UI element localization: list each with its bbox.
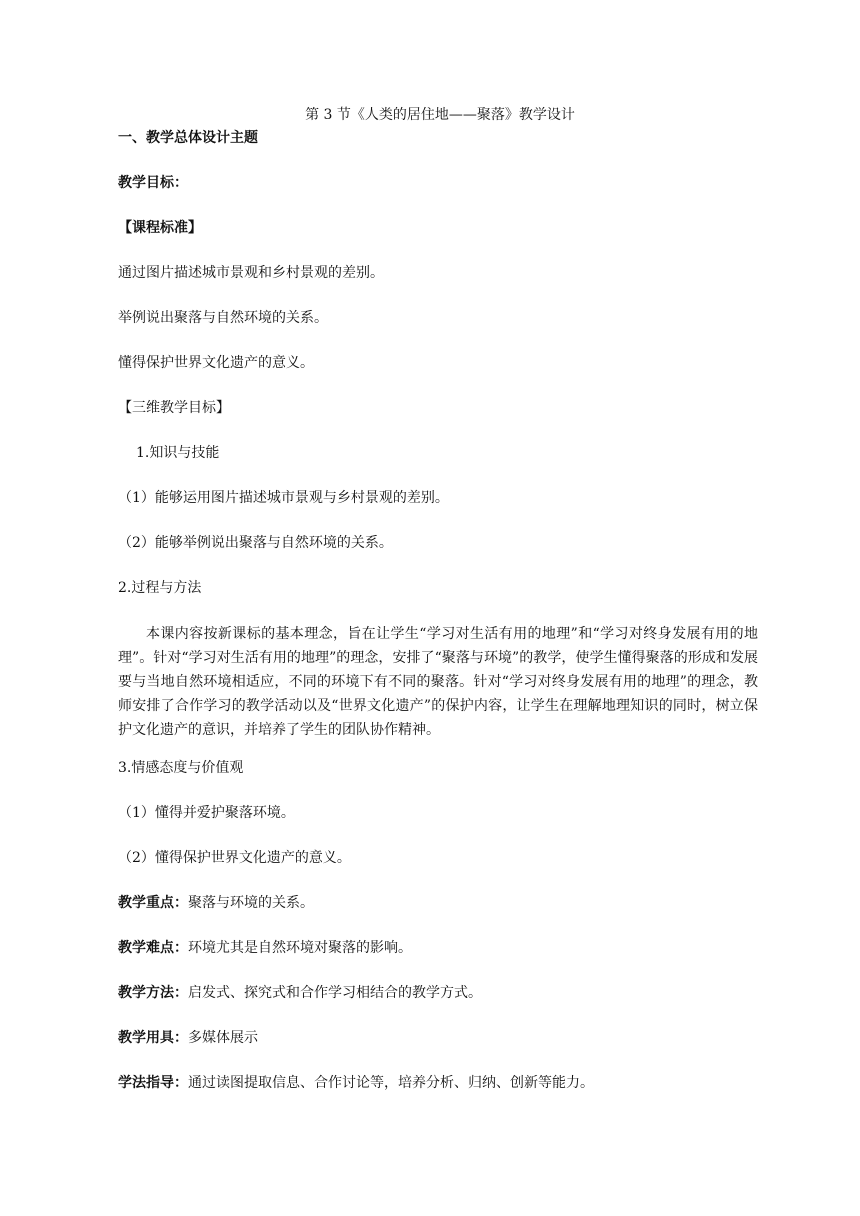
key-point-text: 聚落与环境的关系。	[188, 895, 314, 911]
process-heading: 2.过程与方法	[118, 580, 202, 596]
tools-text: 多媒体展示	[188, 1030, 258, 1046]
objectives-label: 教学目标：	[118, 175, 188, 191]
key-point-label: 教学重点：	[118, 895, 188, 911]
method-label: 教学方法：	[118, 985, 188, 1001]
standard-item: 举例说出聚落与自然环境的关系。	[118, 310, 328, 326]
guidance-label: 学法指导：	[118, 1075, 188, 1091]
difficulty-label: 教学难点：	[118, 940, 188, 956]
attitude-heading: 3.情感态度与价值观	[118, 760, 244, 776]
difficulty-row	[118, 938, 412, 958]
method-row	[118, 983, 482, 1003]
standard-item: 通过图片描述城市景观和乡村景观的差别。	[118, 265, 384, 281]
three-dim-label: 【三维教学目标】	[118, 400, 230, 416]
document-title: 第 3 节《人类的居住地——聚落》教学设计	[305, 107, 575, 123]
method-text: 启发式、探究式和合作学习相结合的教学方式。	[188, 985, 482, 1001]
process-paragraph: 本课内容按新课标的基本理念，旨在让学生“学习对生活有用的地理”和“学习对终身发展有用的地理”。针对“学习对生活有用的地理”的理念，安排了“聚落与环境”的教学，使学生懂得聚落的形成和发展要与当地自然环境相适应，不同的环境下有不同的聚落。针对“学习对终身发展有用的地理”的理念，教师安排了合作学习的教学活动以及“世界文化遗产”的保护内容，让学生在理解地理知识的同时，树立保护文化遗产的意识，并培养了学生的团队协作精神。	[118, 626, 758, 738]
knowledge-item: （1）能够运用图片描述城市景观与乡村景观的差别。	[118, 490, 449, 506]
section-heading: 一、教学总体设计主题	[118, 130, 258, 146]
guidance-row	[118, 1073, 594, 1093]
standard-item: 懂得保护世界文化遗产的意义。	[118, 355, 314, 371]
knowledge-item: （2）能够举例说出聚落与自然环境的关系。	[118, 535, 393, 551]
difficulty-text: 环境尤其是自然环境对聚落的影响。	[188, 940, 412, 956]
tools-label: 教学用具：	[118, 1030, 188, 1046]
key-point-row	[118, 893, 314, 913]
curriculum-standard-label: 【课程标准】	[118, 220, 202, 236]
attitude-item: （1）懂得并爱护聚落环境。	[118, 805, 295, 821]
knowledge-heading: 1.知识与技能	[136, 445, 220, 461]
tools-row	[118, 1028, 258, 1048]
attitude-item: （2）懂得保护世界文化遗产的意义。	[118, 850, 351, 866]
guidance-text: 通过读图提取信息、合作讨论等，培养分析、归纳、创新等能力。	[188, 1075, 594, 1091]
